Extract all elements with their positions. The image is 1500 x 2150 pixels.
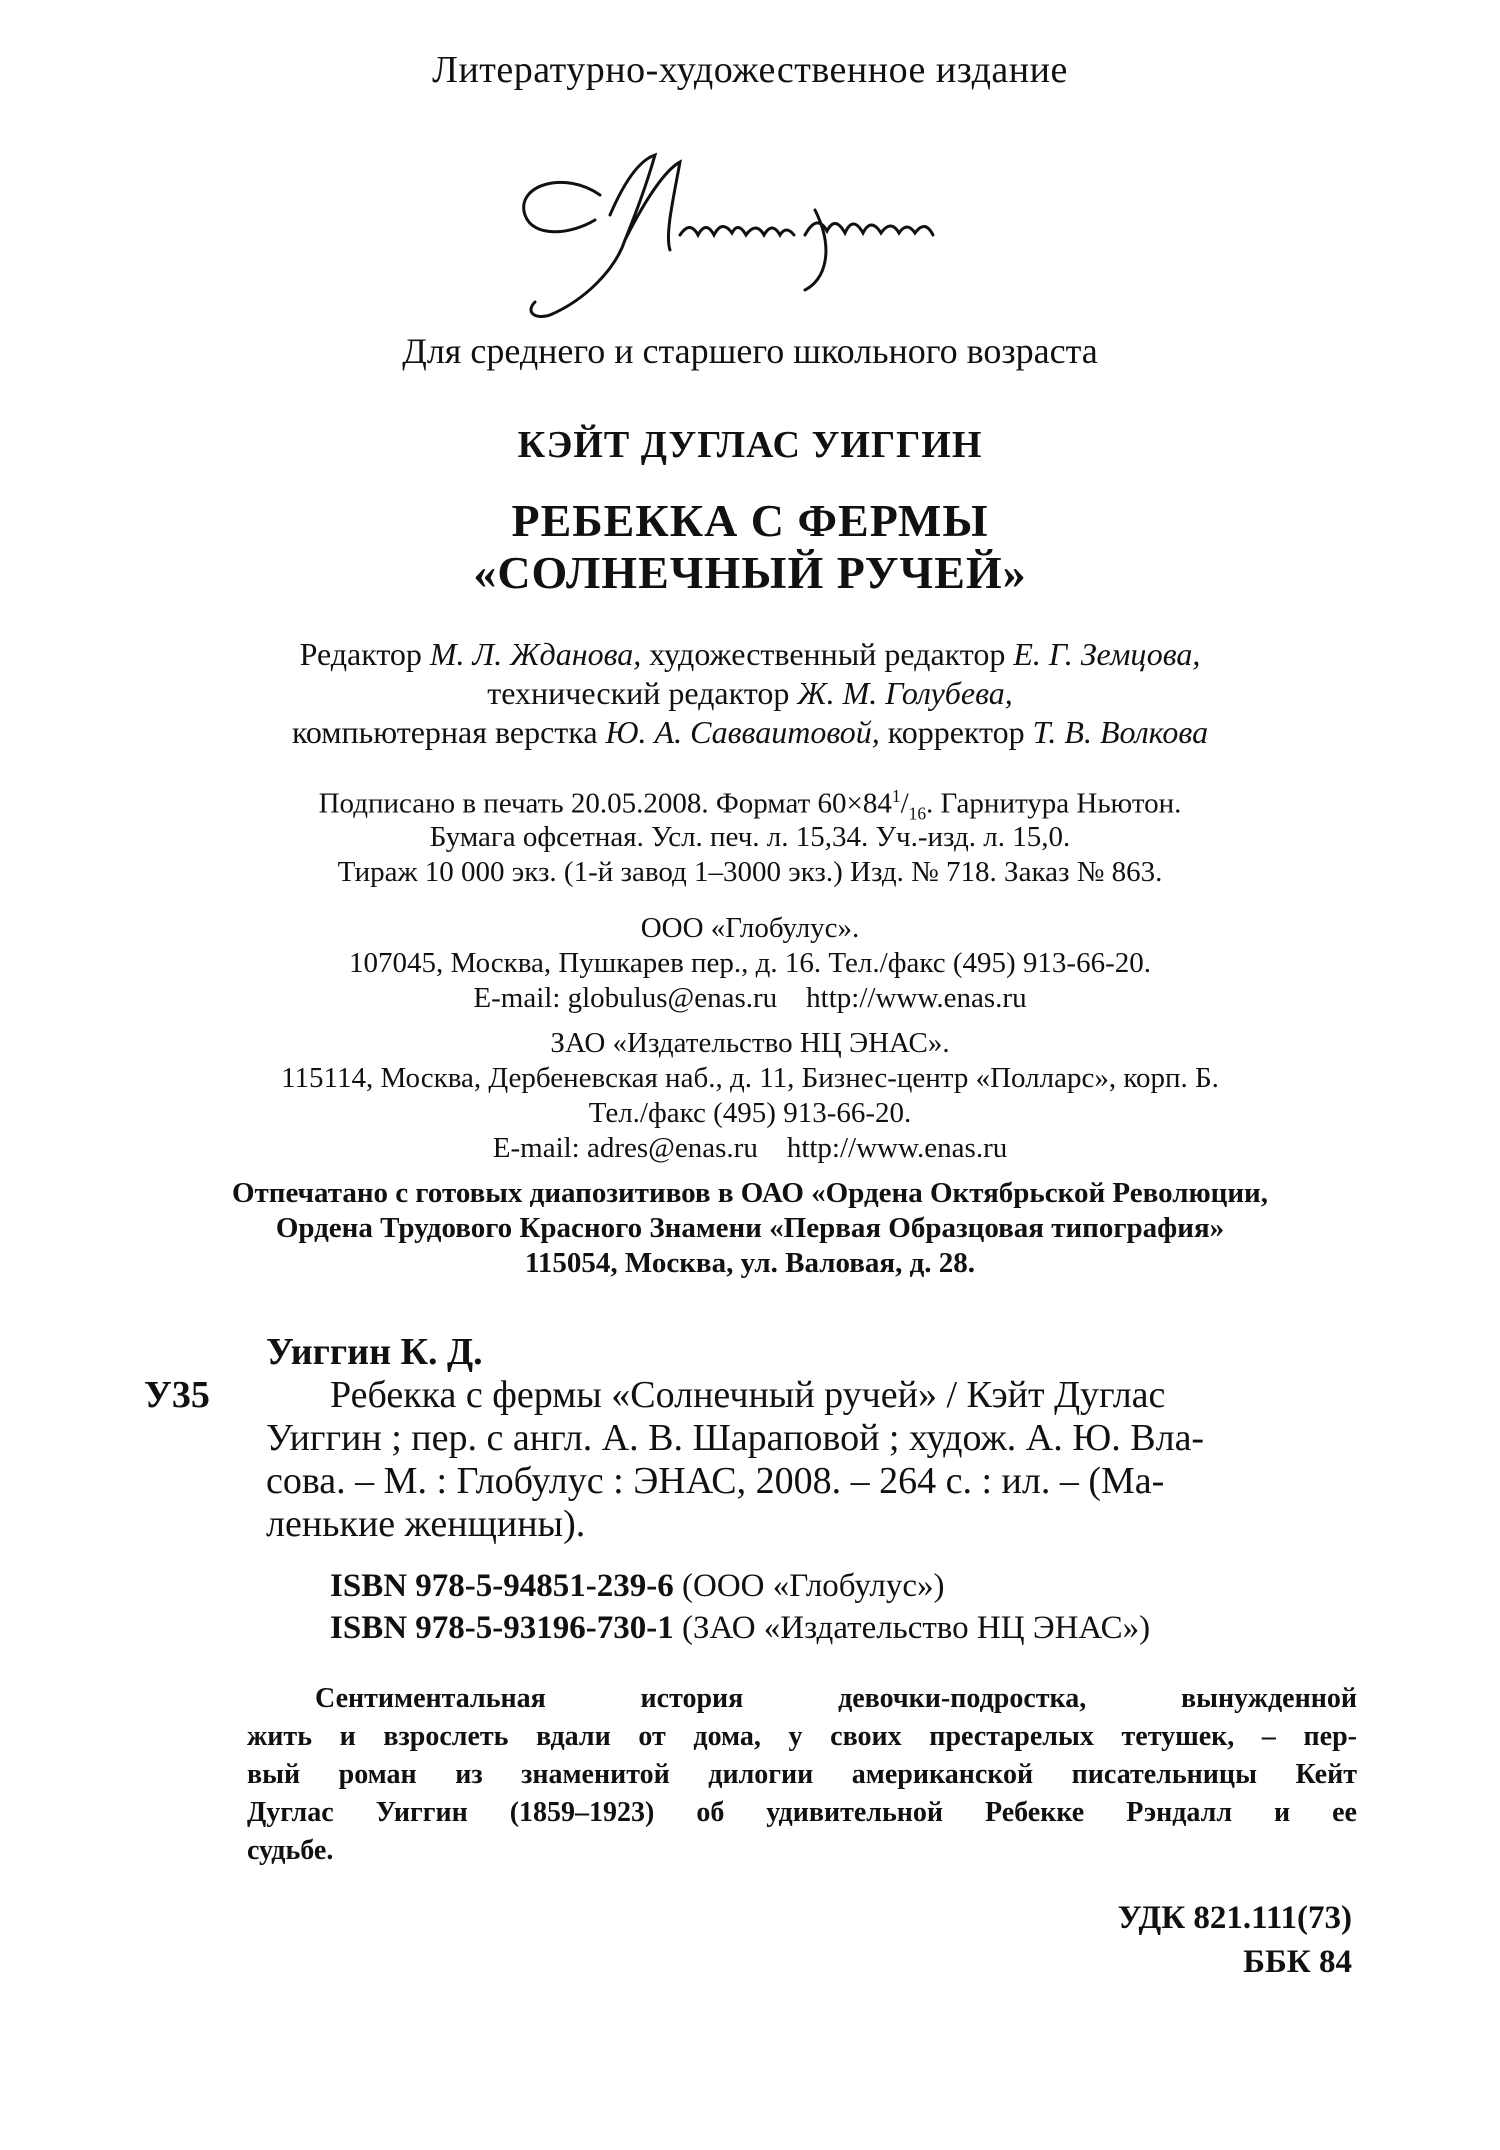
annotation-line1: Сентиментальная история девочки-подростка, вынужденной [315, 1683, 1357, 1714]
book-author: КЭЙТ ДУГЛАС УИГГИН [517, 424, 983, 466]
annotation-line3: вый роман из знаменитой дилогии американской писательницы Кейт [247, 1759, 1357, 1790]
printer-line3: 115054, Москва, ул. Валовая, д. 28. [524, 1247, 976, 1279]
layout-name: Ю. А. Савваитовой, [605, 714, 880, 750]
isbn1-publisher: (ООО «Глобулус») [682, 1568, 945, 1604]
isbn1-number: ISBN 978-5-94851-239-6 [330, 1568, 674, 1604]
catalog-desc-line2: Уиггин ; пер. с англ. А. В. Шараповой ; худож. А. Ю. Вла- [266, 1417, 1205, 1459]
book-title-line1: РЕБЕККА С ФЕРМЫ [511, 495, 989, 546]
print-format-text: Подписано в печать 20.05.2008. Формат 60×84 [318, 787, 892, 820]
printer-line1: Отпечатано с готовых диапозитивов в ОАО «Ордена Октябрьской Революции, [231, 1177, 1269, 1209]
edition-type: Литературно-художественное издание [432, 49, 1068, 91]
proof-label: корректор [887, 714, 1025, 750]
udk-code: УДК 821.111(73) [1117, 1900, 1352, 1936]
credits-line1 [0, 636, 1500, 673]
catalog-author-heading: Уиггин К. Д. [266, 1331, 483, 1373]
editor-name: М. Л. Жданова, [429, 636, 642, 672]
book-annotation [247, 1680, 1357, 1870]
art-editor-name: Е. Г. Земцова, [1013, 636, 1201, 672]
publisher1-address: 107045, Москва, Пушкарев пер., д. 16. Тел./факс (495) 913-66-20. [349, 947, 1151, 979]
publisher2-address: 115114, Москва, Дербеневская наб., д. 11, Бизнес-центр «Полларс», корп. Б. [281, 1062, 1219, 1094]
publisher2-name: ЗАО «Издательство НЦ ЭНАС». [550, 1027, 950, 1059]
age-group: Для среднего и старшего школьного возраста [402, 331, 1098, 371]
book-title-line2: «СОЛНЕЧНЫЙ РУЧЕЙ» [473, 547, 1027, 598]
publisher2-contacts: E-mail: adres@enas.ru http://www.enas.ru [492, 1132, 1008, 1164]
layout-label: компьютерная верстка [291, 714, 598, 750]
format-slash: / [900, 787, 909, 820]
catalog-desc-line4: ленькие женщины). [266, 1503, 586, 1545]
tech-editor-label: технический редактор [487, 675, 790, 711]
bbk-code: ББК 84 [1243, 1944, 1352, 1980]
art-editor-label: художественный редактор [649, 636, 1006, 672]
tech-editor-name: Ж. М. Голубева, [797, 675, 1013, 711]
editor-label: Редактор [299, 636, 422, 672]
credits-line2 [0, 675, 1500, 712]
print-info-line3: Тираж 10 000 экз. (1-й завод 1–3000 экз.) Изд. № 718. Заказ № 863. [337, 856, 1163, 888]
format-sub: 16 [908, 803, 927, 824]
isbn2-publisher: (ЗАО «Издательство НЦ ЭНАС») [682, 1610, 1151, 1646]
publisher1-name: ООО «Глобулус». [640, 912, 860, 944]
typeface-text: . Гарнитура Ньютон. [926, 787, 1182, 820]
print-info-line1 [0, 786, 1500, 824]
catalog-desc-line1: Ребекка с фермы «Солнечный ручей» / Кэйт Дуглас [330, 1374, 1166, 1416]
catalog-desc-line3: сова. – М. : Глобулус : ЭНАС, 2008. – 264 с. : ил. – (Ма- [266, 1460, 1165, 1502]
print-info-line2: Бумага офсетная. Усл. печ. л. 15,34. Уч.-изд. л. 15,0. [429, 821, 1071, 853]
isbn2-number: ISBN 978-5-93196-730-1 [330, 1610, 674, 1646]
series-logo [505, 140, 985, 320]
isbn-line2 [330, 1610, 1150, 1647]
annotation-line5: судьбе. [247, 1835, 334, 1866]
proof-name: Т. В. Волкова [1032, 714, 1209, 750]
publisher2-phone: Тел./факс (495) 913-66-20. [588, 1097, 912, 1129]
catalog-author-mark: У35 [144, 1374, 210, 1416]
credits-line3 [0, 714, 1500, 751]
publisher1-contacts: E-mail: globulus@enas.ru http://www.enas.ru [473, 982, 1027, 1014]
annotation-line4: Дуглас Уиггин (1859–1923) об удивительной Ребекке Рэндалл и ее [247, 1797, 1357, 1828]
annotation-line2: жить и взрослеть вдали от дома, у своих престарелых тетушек, – пер- [247, 1721, 1357, 1752]
format-sup: 1 [891, 786, 901, 806]
printer-line2: Ордена Трудового Красного Знамени «Первая Образцовая типография» [275, 1212, 1225, 1244]
isbn-line1 [330, 1568, 945, 1605]
